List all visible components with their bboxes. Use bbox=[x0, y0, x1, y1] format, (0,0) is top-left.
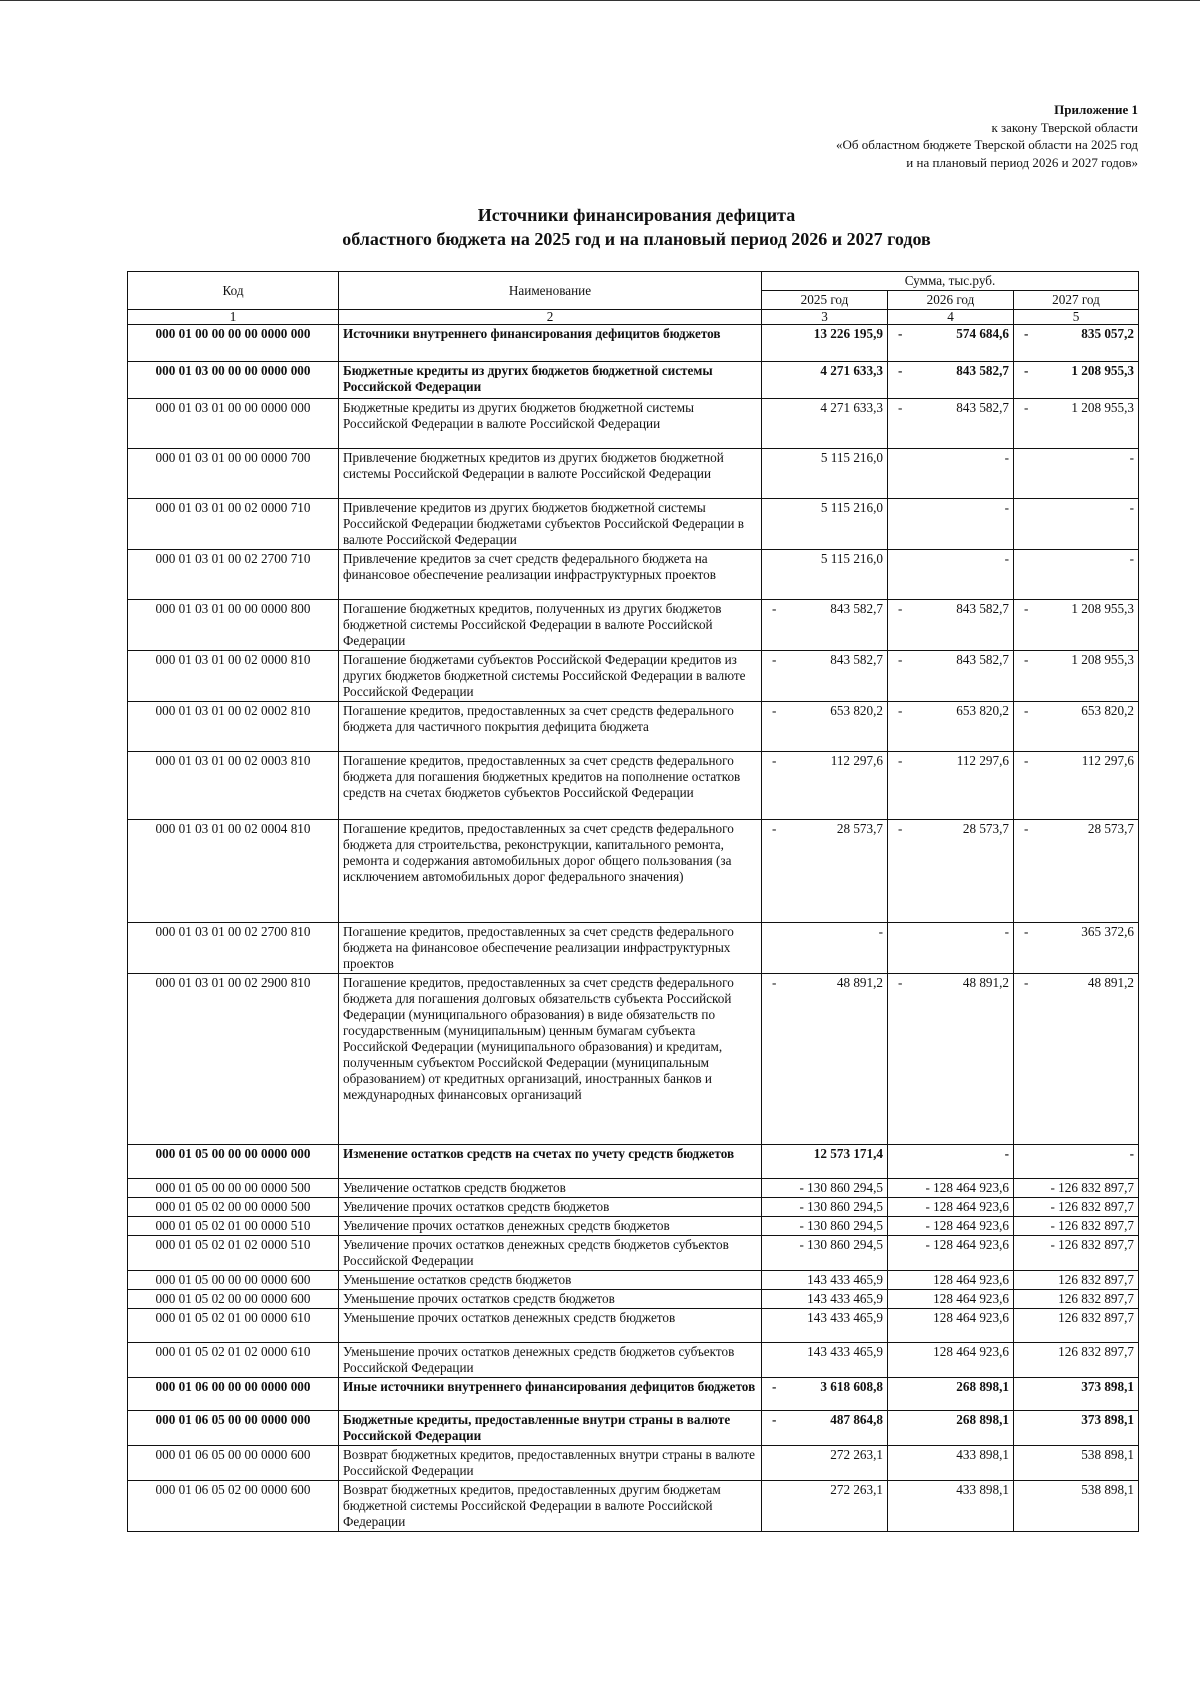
document-title-line: областного бюджета на 2025 год и на плановый период 2026 и 2027 годов bbox=[342, 229, 931, 249]
row-name: Увеличение прочих остатков средств бюджетов bbox=[339, 1198, 762, 1217]
row-value-2025 bbox=[762, 1290, 888, 1309]
page-top-edge bbox=[0, 0, 1200, 1]
value-amount: - bbox=[1129, 450, 1134, 465]
row-value-2027 bbox=[1014, 974, 1139, 1145]
row-value-2026 bbox=[888, 550, 1014, 600]
table-row bbox=[128, 1378, 1139, 1411]
value-sign: - bbox=[898, 753, 903, 768]
row-value-2027 bbox=[1014, 1481, 1139, 1532]
value-sign: - bbox=[772, 703, 777, 718]
value-amount: 843 582,7 bbox=[956, 400, 1009, 415]
row-value-2025 bbox=[762, 1378, 888, 1411]
value-sign: - bbox=[1024, 326, 1029, 341]
table-row bbox=[128, 1343, 1139, 1378]
appendix-line: к закону Тверской области bbox=[991, 119, 1138, 135]
value-sign: - bbox=[898, 363, 903, 378]
header-code: Код bbox=[128, 272, 339, 310]
row-code: 000 01 05 00 00 00 0000 500 bbox=[128, 1179, 339, 1198]
row-name: Уменьшение прочих остатков денежных средств бюджетов bbox=[339, 1309, 762, 1343]
row-value-2027 bbox=[1014, 1271, 1139, 1290]
value-sign: - bbox=[1024, 924, 1029, 939]
row-value-2027 bbox=[1014, 702, 1139, 752]
row-value-2026 bbox=[888, 1446, 1014, 1481]
row-code: 000 01 05 02 01 02 0000 610 bbox=[128, 1343, 339, 1378]
value-amount: 128 464 923,6 bbox=[933, 1291, 1009, 1306]
row-value-2025 bbox=[762, 1236, 888, 1271]
row-name: Бюджетные кредиты, предоставленные внутри страны в валюте Российской Федерации bbox=[339, 1411, 762, 1446]
column-number: 2 bbox=[339, 310, 762, 325]
row-name: Погашение кредитов, предоставленных за счет средств федерального бюджета для частичного покрытия дефицита бюджета bbox=[339, 702, 762, 752]
value-sign: - bbox=[1024, 363, 1029, 378]
value-amount: 143 433 465,9 bbox=[807, 1344, 883, 1359]
appendix-title: Приложение 1 bbox=[1054, 102, 1138, 117]
table-row bbox=[128, 1309, 1139, 1343]
table-row bbox=[128, 449, 1139, 499]
row-name: Погашение бюджетных кредитов, полученных из других бюджетов бюджетной системы Российской Федерации в валюте Российской Федерации bbox=[339, 600, 762, 651]
value-amount: 112 297,6 bbox=[830, 753, 883, 768]
row-value-2026 bbox=[888, 399, 1014, 449]
row-value-2027 bbox=[1014, 600, 1139, 651]
value-amount: - bbox=[1129, 500, 1134, 515]
value-amount: 128 464 923,6 bbox=[933, 1344, 1009, 1359]
value-amount: 538 898,1 bbox=[1081, 1482, 1134, 1497]
value-amount: 143 433 465,9 bbox=[807, 1291, 883, 1306]
value-sign: - bbox=[898, 652, 903, 667]
row-name: Погашение кредитов, предоставленных за счет средств федерального бюджета для строительства, реконструкции, капитального ремонта, ремонта и содержания автомобильных дорог общего пользования (за исключением автомобильных дорог федерального значения) bbox=[339, 820, 762, 923]
row-value-2026 bbox=[888, 1179, 1014, 1198]
row-value-2027 bbox=[1014, 1290, 1139, 1309]
row-value-2025 bbox=[762, 651, 888, 702]
table-row bbox=[128, 399, 1139, 449]
row-value-2025 bbox=[762, 974, 888, 1145]
row-code: 000 01 03 01 00 02 0000 710 bbox=[128, 499, 339, 550]
row-value-2026 bbox=[888, 820, 1014, 923]
value-amount: 1 208 955,3 bbox=[1071, 400, 1134, 415]
table-row bbox=[128, 651, 1139, 702]
value-amount: 653 820,2 bbox=[1081, 703, 1134, 718]
table-row bbox=[128, 325, 1139, 362]
row-value-2026 bbox=[888, 1236, 1014, 1271]
header-sum: Сумма, тыс.руб. bbox=[762, 272, 1139, 291]
value-amount: 843 582,7 bbox=[956, 652, 1009, 667]
row-value-2026 bbox=[888, 702, 1014, 752]
value-sign: - bbox=[772, 1379, 777, 1394]
row-code: 000 01 03 01 00 02 2900 810 bbox=[128, 974, 339, 1145]
row-value-2026 bbox=[888, 1378, 1014, 1411]
row-code: 000 01 03 01 00 02 0003 810 bbox=[128, 752, 339, 820]
value-sign: - bbox=[898, 975, 903, 990]
row-value-2025 bbox=[762, 752, 888, 820]
row-name: Погашение кредитов, предоставленных за счет средств федерального бюджета для погашения бюджетных кредитов на пополнение остатков средств на счетах бюджетов субъектов Российской Федерации bbox=[339, 752, 762, 820]
row-value-2027 bbox=[1014, 499, 1139, 550]
row-value-2026 bbox=[888, 752, 1014, 820]
row-value-2026 bbox=[888, 600, 1014, 651]
value-amount: - 126 832 897,7 bbox=[1050, 1180, 1134, 1195]
row-value-2025 bbox=[762, 1145, 888, 1179]
value-amount: - 126 832 897,7 bbox=[1050, 1199, 1134, 1214]
row-code: 000 01 03 01 00 02 2700 810 bbox=[128, 923, 339, 974]
value-amount: 4 271 633,3 bbox=[820, 363, 883, 378]
value-amount: - 128 464 923,6 bbox=[925, 1218, 1009, 1233]
appendix-line: и на плановый период 2026 и 2027 годов» bbox=[906, 154, 1138, 170]
value-amount: 272 263,1 bbox=[830, 1482, 883, 1497]
value-amount: 843 582,7 bbox=[830, 601, 883, 616]
appendix-block bbox=[836, 101, 1138, 171]
row-name: Увеличение прочих остатков денежных средств бюджетов bbox=[339, 1217, 762, 1236]
row-value-2027 bbox=[1014, 399, 1139, 449]
row-value-2027 bbox=[1014, 1309, 1139, 1343]
value-amount: 48 891,2 bbox=[1087, 975, 1134, 990]
value-amount: 5 115 216,0 bbox=[820, 551, 883, 566]
value-amount: - 130 860 294,5 bbox=[799, 1218, 883, 1233]
value-sign: - bbox=[1024, 703, 1029, 718]
row-code: 000 01 03 01 00 02 0000 810 bbox=[128, 651, 339, 702]
value-amount: 1 208 955,3 bbox=[1071, 363, 1134, 378]
table-row bbox=[128, 550, 1139, 600]
row-value-2026 bbox=[888, 1198, 1014, 1217]
value-amount: 126 832 897,7 bbox=[1058, 1291, 1134, 1306]
row-name: Увеличение остатков средств бюджетов bbox=[339, 1179, 762, 1198]
value-amount: 843 582,7 bbox=[956, 363, 1009, 378]
row-code: 000 01 06 00 00 00 0000 000 bbox=[128, 1378, 339, 1411]
row-name: Уменьшение прочих остатков денежных средств бюджетов субъектов Российской Федерации bbox=[339, 1343, 762, 1378]
row-code: 000 01 05 02 00 00 0000 500 bbox=[128, 1198, 339, 1217]
value-amount: 128 464 923,6 bbox=[933, 1272, 1009, 1287]
row-value-2025 bbox=[762, 499, 888, 550]
header-year-2025: 2025 год bbox=[762, 291, 888, 310]
row-value-2027 bbox=[1014, 1378, 1139, 1411]
row-code: 000 01 03 01 00 02 0004 810 bbox=[128, 820, 339, 923]
value-amount: 126 832 897,7 bbox=[1058, 1344, 1134, 1359]
value-sign: - bbox=[1024, 821, 1029, 836]
value-amount: - bbox=[1004, 500, 1009, 515]
financing-sources-table bbox=[127, 271, 1139, 1532]
row-value-2026 bbox=[888, 974, 1014, 1145]
value-sign: - bbox=[772, 821, 777, 836]
value-amount: - 128 464 923,6 bbox=[925, 1180, 1009, 1195]
value-sign: - bbox=[898, 703, 903, 718]
table-row bbox=[128, 1446, 1139, 1481]
row-value-2025 bbox=[762, 1343, 888, 1378]
row-name: Возврат бюджетных кредитов, предоставленных внутри страны в валюте Российской Федерации bbox=[339, 1446, 762, 1481]
value-amount: 433 898,1 bbox=[956, 1447, 1009, 1462]
document-title-line: Источники финансирования дефицита bbox=[477, 205, 796, 225]
row-code: 000 01 03 00 00 00 0000 000 bbox=[128, 362, 339, 399]
row-value-2025 bbox=[762, 1217, 888, 1236]
row-name: Бюджетные кредиты из других бюджетов бюджетной системы Российской Федерации в валюте Российской Федерации bbox=[339, 399, 762, 449]
value-amount: 48 891,2 bbox=[836, 975, 883, 990]
value-amount: 653 820,2 bbox=[830, 703, 883, 718]
row-code: 000 01 03 01 00 02 0002 810 bbox=[128, 702, 339, 752]
document-title bbox=[0, 203, 1200, 251]
value-amount: 5 115 216,0 bbox=[820, 450, 883, 465]
value-amount: 843 582,7 bbox=[830, 652, 883, 667]
value-sign: - bbox=[898, 821, 903, 836]
row-code: 000 01 05 02 01 00 0000 610 bbox=[128, 1309, 339, 1343]
value-amount: - 126 832 897,7 bbox=[1050, 1218, 1134, 1233]
row-name: Погашение кредитов, предоставленных за счет средств федерального бюджета на финансовое обеспечение реализации инфраструктурных проектов bbox=[339, 923, 762, 974]
value-amount: 574 684,6 bbox=[956, 326, 1009, 341]
value-sign: - bbox=[1024, 975, 1029, 990]
value-amount: 126 832 897,7 bbox=[1058, 1272, 1134, 1287]
row-value-2027 bbox=[1014, 1411, 1139, 1446]
table-row bbox=[128, 1481, 1139, 1532]
row-value-2025 bbox=[762, 325, 888, 362]
row-value-2027 bbox=[1014, 1198, 1139, 1217]
row-name: Уменьшение прочих остатков средств бюджетов bbox=[339, 1290, 762, 1309]
row-code: 000 01 05 00 00 00 0000 600 bbox=[128, 1271, 339, 1290]
value-amount: 653 820,2 bbox=[956, 703, 1009, 718]
row-code: 000 01 03 01 00 00 0000 000 bbox=[128, 399, 339, 449]
row-name: Возврат бюджетных кредитов, предоставленных другим бюджетам бюджетной системы Российской Федерации в валюте Российской Федерации bbox=[339, 1481, 762, 1532]
value-sign: - bbox=[772, 975, 777, 990]
value-sign: - bbox=[772, 753, 777, 768]
table-row bbox=[128, 820, 1139, 923]
value-sign: - bbox=[1024, 400, 1029, 415]
table-row bbox=[128, 1290, 1139, 1309]
value-amount: 1 208 955,3 bbox=[1071, 652, 1134, 667]
value-amount: 13 226 195,9 bbox=[813, 326, 883, 341]
row-value-2025 bbox=[762, 1179, 888, 1198]
header-year-2027: 2027 год bbox=[1014, 291, 1139, 310]
column-number-row bbox=[128, 310, 1139, 325]
table-row bbox=[128, 974, 1139, 1145]
table-row bbox=[128, 600, 1139, 651]
value-amount: - bbox=[1004, 450, 1009, 465]
table-row bbox=[128, 1198, 1139, 1217]
value-sign: - bbox=[1024, 601, 1029, 616]
row-name: Привлечение кредитов за счет средств федерального бюджета на финансовое обеспечение реализации инфраструктурных проектов bbox=[339, 550, 762, 600]
row-name: Бюджетные кредиты из других бюджетов бюджетной системы Российской Федерации bbox=[339, 362, 762, 399]
row-name: Иные источники внутреннего финансирования дефицитов бюджетов bbox=[339, 1378, 762, 1411]
row-value-2025 bbox=[762, 449, 888, 499]
value-amount: 5 115 216,0 bbox=[820, 500, 883, 515]
table-row bbox=[128, 499, 1139, 550]
value-amount: - 128 464 923,6 bbox=[925, 1199, 1009, 1214]
column-number: 5 bbox=[1014, 310, 1139, 325]
row-name: Привлечение бюджетных кредитов из других бюджетов бюджетной системы Российской Федерации в валюте Российской Федерации bbox=[339, 449, 762, 499]
value-amount: - 130 860 294,5 bbox=[799, 1199, 883, 1214]
header-row bbox=[128, 272, 1139, 291]
row-value-2027 bbox=[1014, 1343, 1139, 1378]
row-value-2025 bbox=[762, 550, 888, 600]
value-amount: - bbox=[1004, 1146, 1009, 1161]
row-code: 000 01 05 00 00 00 0000 000 bbox=[128, 1145, 339, 1179]
row-value-2026 bbox=[888, 325, 1014, 362]
column-number: 4 bbox=[888, 310, 1014, 325]
row-name: Погашение кредитов, предоставленных за счет средств федерального бюджета для погашения долговых обязательств субъекта Российской Федерации (муниципального образования) в виде обязательств по государственным (муниципальным) ценным бумагам субъекта Российской Федерации (муниципального образования) и кредитам, полученным субъектом Российской Федерации (муниципальным образованием) от кредитных организаций, иностранных банков и международных финансовых организаций bbox=[339, 974, 762, 1145]
value-amount: - 130 860 294,5 bbox=[799, 1180, 883, 1195]
row-value-2025 bbox=[762, 1198, 888, 1217]
value-amount: 272 263,1 bbox=[830, 1447, 883, 1462]
row-value-2025 bbox=[762, 1446, 888, 1481]
row-value-2026 bbox=[888, 651, 1014, 702]
table-row bbox=[128, 1217, 1139, 1236]
value-amount: - 130 860 294,5 bbox=[799, 1237, 883, 1252]
value-amount: 28 573,7 bbox=[962, 821, 1009, 836]
row-value-2027 bbox=[1014, 1236, 1139, 1271]
table-row bbox=[128, 362, 1139, 399]
row-value-2025 bbox=[762, 399, 888, 449]
table-row bbox=[128, 1271, 1139, 1290]
row-code: 000 01 00 00 00 00 0000 000 bbox=[128, 325, 339, 362]
table-row bbox=[128, 1236, 1139, 1271]
header-name: Наименование bbox=[339, 272, 762, 310]
value-amount: 48 891,2 bbox=[962, 975, 1009, 990]
value-amount: - bbox=[1004, 924, 1009, 939]
value-amount: 3 618 608,8 bbox=[820, 1379, 883, 1394]
row-value-2025 bbox=[762, 1411, 888, 1446]
row-value-2027 bbox=[1014, 820, 1139, 923]
value-amount: - bbox=[1129, 1146, 1134, 1161]
row-name: Источники внутреннего финансирования дефицитов бюджетов bbox=[339, 325, 762, 362]
value-sign: - bbox=[1024, 652, 1029, 667]
value-sign: - bbox=[898, 400, 903, 415]
row-code: 000 01 06 05 00 00 0000 000 bbox=[128, 1411, 339, 1446]
row-value-2026 bbox=[888, 1309, 1014, 1343]
row-value-2027 bbox=[1014, 752, 1139, 820]
row-value-2026 bbox=[888, 1271, 1014, 1290]
table-body bbox=[128, 325, 1139, 1532]
value-amount: 373 898,1 bbox=[1081, 1412, 1134, 1427]
row-value-2026 bbox=[888, 1217, 1014, 1236]
table-row bbox=[128, 1145, 1139, 1179]
row-value-2027 bbox=[1014, 449, 1139, 499]
row-code: 000 01 05 02 00 00 0000 600 bbox=[128, 1290, 339, 1309]
value-amount: 143 433 465,9 bbox=[807, 1310, 883, 1325]
value-amount: 28 573,7 bbox=[1087, 821, 1134, 836]
row-name: Уменьшение остатков средств бюджетов bbox=[339, 1271, 762, 1290]
value-sign: - bbox=[772, 1412, 777, 1427]
table-row bbox=[128, 923, 1139, 974]
row-name: Увеличение прочих остатков денежных средств бюджетов субъектов Российской Федерации bbox=[339, 1236, 762, 1271]
table-row bbox=[128, 1411, 1139, 1446]
row-code: 000 01 05 02 01 00 0000 510 bbox=[128, 1217, 339, 1236]
row-value-2027 bbox=[1014, 651, 1139, 702]
row-value-2026 bbox=[888, 499, 1014, 550]
table-row bbox=[128, 702, 1139, 752]
row-value-2026 bbox=[888, 449, 1014, 499]
row-value-2027 bbox=[1014, 362, 1139, 399]
value-amount: - bbox=[1004, 551, 1009, 566]
value-amount: 835 057,2 bbox=[1081, 326, 1134, 341]
value-amount: 112 297,6 bbox=[956, 753, 1009, 768]
row-name: Погашение бюджетами субъектов Российской Федерации кредитов из других бюджетов бюджетной системы Российской Федерации в валюте Российской Федерации bbox=[339, 651, 762, 702]
table-row bbox=[128, 752, 1139, 820]
value-amount: 28 573,7 bbox=[836, 821, 883, 836]
row-value-2026 bbox=[888, 362, 1014, 399]
row-value-2025 bbox=[762, 1271, 888, 1290]
row-name: Привлечение кредитов из других бюджетов бюджетной системы Российской Федерации бюджетами субъектов Российской Федерации в валюте Российской Федерации bbox=[339, 499, 762, 550]
row-value-2025 bbox=[762, 820, 888, 923]
table-row bbox=[128, 1179, 1139, 1198]
row-value-2027 bbox=[1014, 1145, 1139, 1179]
value-amount: 433 898,1 bbox=[956, 1482, 1009, 1497]
row-value-2025 bbox=[762, 1481, 888, 1532]
row-code: 000 01 03 01 00 00 0000 800 bbox=[128, 600, 339, 651]
value-amount: - 126 832 897,7 bbox=[1050, 1237, 1134, 1252]
table-header bbox=[128, 272, 1139, 325]
row-value-2027 bbox=[1014, 550, 1139, 600]
value-amount: 12 573 171,4 bbox=[813, 1146, 883, 1161]
value-amount: 128 464 923,6 bbox=[933, 1310, 1009, 1325]
value-amount: - 128 464 923,6 bbox=[925, 1237, 1009, 1252]
row-name: Изменение остатков средств на счетах по учету средств бюджетов bbox=[339, 1145, 762, 1179]
value-amount: 538 898,1 bbox=[1081, 1447, 1134, 1462]
row-value-2027 bbox=[1014, 1217, 1139, 1236]
row-value-2025 bbox=[762, 1309, 888, 1343]
value-amount: 373 898,1 bbox=[1081, 1379, 1134, 1394]
value-sign: - bbox=[898, 326, 903, 341]
value-amount: 268 898,1 bbox=[956, 1412, 1009, 1427]
value-amount: - bbox=[1129, 551, 1134, 566]
row-value-2027 bbox=[1014, 1179, 1139, 1198]
row-value-2026 bbox=[888, 1343, 1014, 1378]
row-code: 000 01 03 01 00 00 0000 700 bbox=[128, 449, 339, 499]
value-amount: 1 208 955,3 bbox=[1071, 601, 1134, 616]
row-value-2026 bbox=[888, 1411, 1014, 1446]
column-number: 3 bbox=[762, 310, 888, 325]
value-amount: - bbox=[878, 924, 883, 939]
value-sign: - bbox=[772, 601, 777, 616]
row-value-2026 bbox=[888, 1145, 1014, 1179]
row-value-2025 bbox=[762, 923, 888, 974]
row-value-2025 bbox=[762, 362, 888, 399]
value-amount: 112 297,6 bbox=[1081, 753, 1134, 768]
row-code: 000 01 06 05 02 00 0000 600 bbox=[128, 1481, 339, 1532]
header-year-2026: 2026 год bbox=[888, 291, 1014, 310]
row-value-2027 bbox=[1014, 923, 1139, 974]
value-sign: - bbox=[1024, 753, 1029, 768]
row-code: 000 01 05 02 01 02 0000 510 bbox=[128, 1236, 339, 1271]
row-value-2027 bbox=[1014, 1446, 1139, 1481]
row-value-2025 bbox=[762, 702, 888, 752]
value-amount: 143 433 465,9 bbox=[807, 1272, 883, 1287]
row-value-2025 bbox=[762, 600, 888, 651]
row-value-2026 bbox=[888, 1481, 1014, 1532]
value-amount: 843 582,7 bbox=[956, 601, 1009, 616]
value-sign: - bbox=[772, 652, 777, 667]
column-number: 1 bbox=[128, 310, 339, 325]
row-code: 000 01 03 01 00 02 2700 710 bbox=[128, 550, 339, 600]
row-value-2026 bbox=[888, 1290, 1014, 1309]
value-amount: 4 271 633,3 bbox=[820, 400, 883, 415]
appendix-line: «Об областном бюджете Тверской области на 2025 год bbox=[836, 137, 1138, 152]
value-amount: 365 372,6 bbox=[1081, 924, 1134, 939]
row-value-2026 bbox=[888, 923, 1014, 974]
value-amount: 487 864,8 bbox=[830, 1412, 883, 1427]
value-amount: 126 832 897,7 bbox=[1058, 1310, 1134, 1325]
row-value-2027 bbox=[1014, 325, 1139, 362]
value-amount: 268 898,1 bbox=[956, 1379, 1009, 1394]
value-sign: - bbox=[898, 601, 903, 616]
row-code: 000 01 06 05 00 00 0000 600 bbox=[128, 1446, 339, 1481]
